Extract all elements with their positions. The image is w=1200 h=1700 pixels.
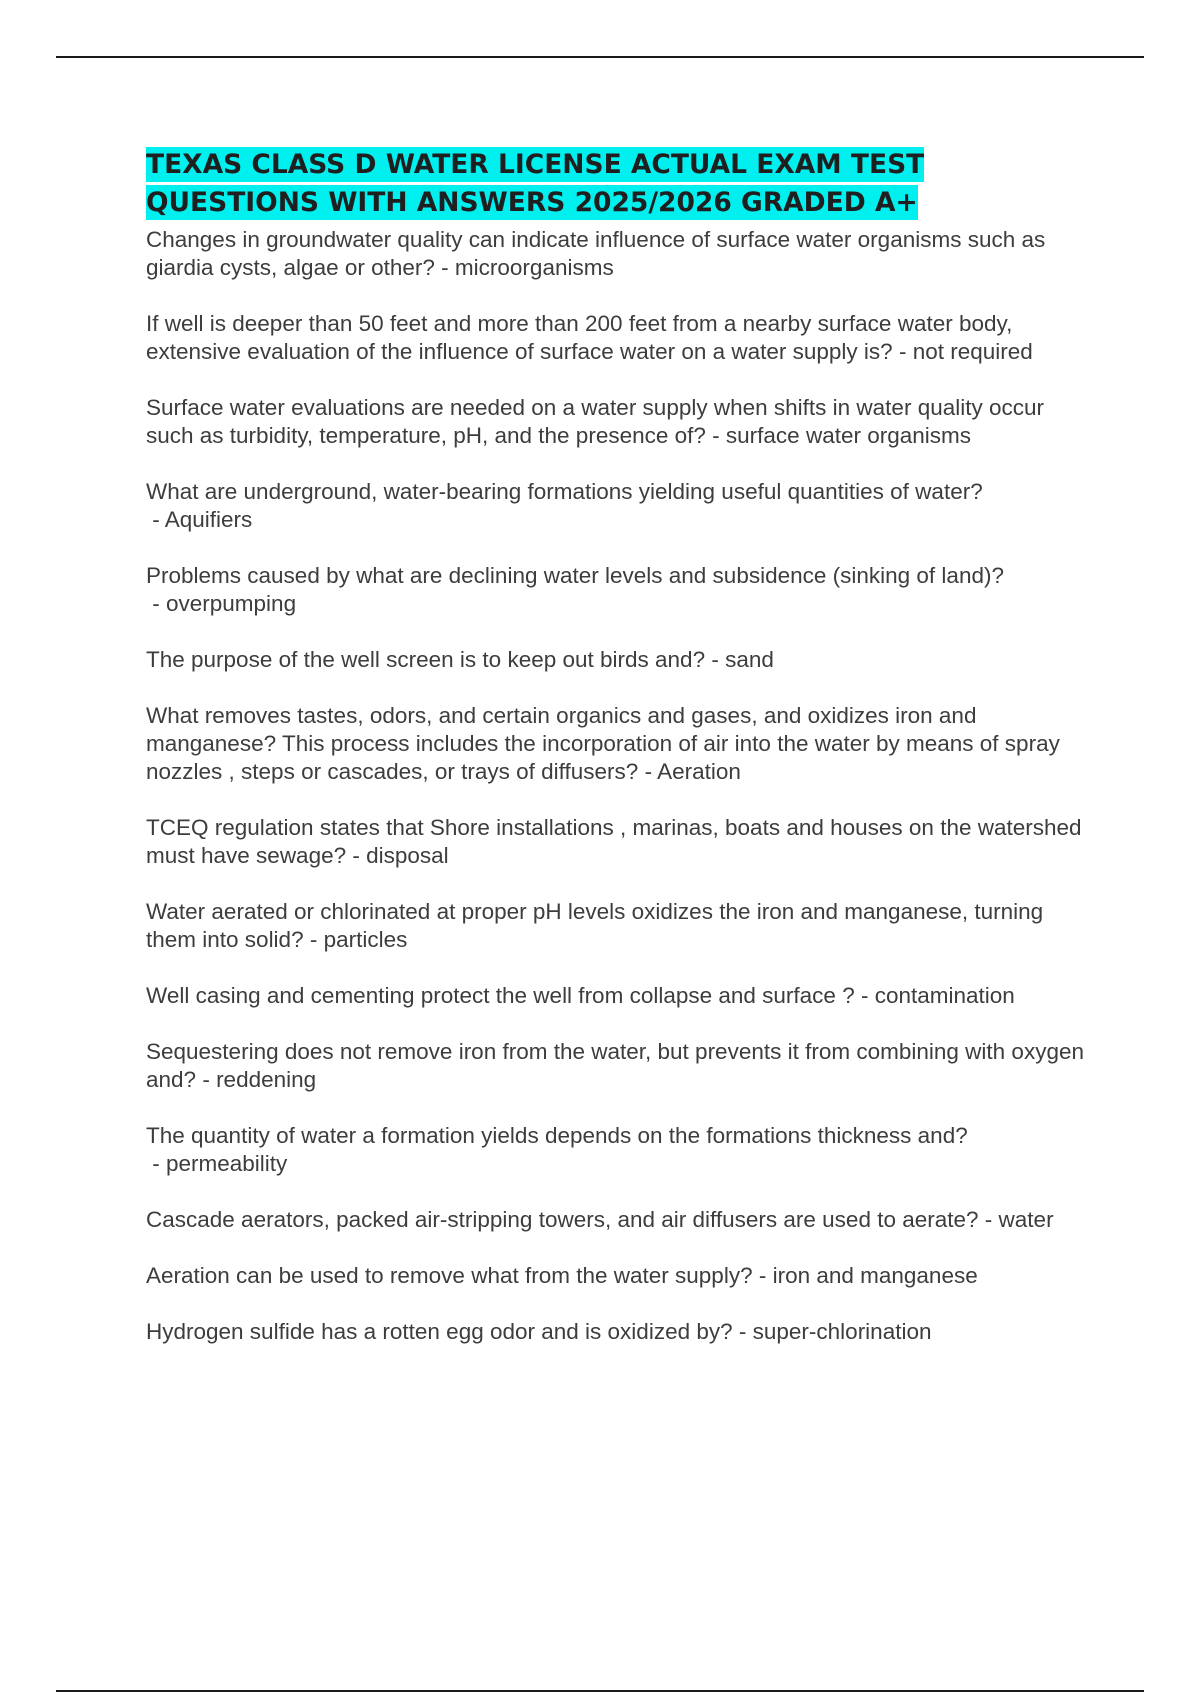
qa-item — [146, 562, 1086, 618]
title-highlight: TEXAS CLASS D WATER LICENSE ACTUAL EXAM TEST QUESTIONS WITH ANSWERS 2025/2026 GRADED A+ — [146, 149, 925, 218]
qa-separator: - — [732, 1319, 753, 1344]
qa-answer: sand — [725, 647, 774, 672]
qa-question: The quantity of water a formation yields depends on the formations thickness and? — [146, 1123, 968, 1148]
qa-separator: - — [303, 927, 324, 952]
qa-question: Changes in groundwater quality can indicate influence of surface water organisms such as giardia cysts, algae or other? — [146, 227, 1046, 280]
qa-separator: - — [196, 1067, 217, 1092]
qa-item — [146, 394, 1086, 450]
qa-question: The purpose of the well screen is to keep out birds and? — [146, 647, 706, 672]
document-body — [146, 146, 1086, 1374]
qa-item — [146, 478, 1086, 534]
qa-separator: - — [752, 1263, 773, 1288]
qa-separator: - — [854, 983, 875, 1008]
qa-separator: - — [434, 255, 455, 280]
qa-answer: particles — [323, 927, 408, 952]
qa-answer: iron and manganese — [772, 1263, 978, 1288]
qa-question: What removes tastes, odors, and certain organics and gases, and oxidizes iron and manganese? This process includes the incorporation of air into the water by means of spray nozzles , steps or cascades, or trays of diffusers? — [146, 703, 1060, 784]
qa-question: Sequestering does not remove iron from the water, but prevents it from combining with oxygen and? — [146, 1039, 1084, 1092]
qa-question: Cascade aerators, packed air-stripping towers, and air diffusers are used to aerate? — [146, 1207, 979, 1232]
qa-answer: overpumping — [166, 591, 297, 616]
qa-answer: Aquifiers — [164, 507, 253, 532]
qa-answer: Aeration — [657, 759, 741, 784]
qa-separator: - — [346, 843, 367, 868]
qa-answer: disposal — [366, 843, 449, 868]
footer-rule — [56, 1690, 1144, 1692]
qa-question: Surface water evaluations are needed on a water supply when shifts in water quality occur such as turbidity, temperature, pH, and the presence of? — [146, 395, 1045, 448]
qa-item — [146, 1206, 1086, 1234]
qa-question: Problems caused by what are declining water levels and subsidence (sinking of land)? — [146, 563, 1004, 588]
qa-answer: contamination — [874, 983, 1015, 1008]
document-title — [146, 146, 1086, 222]
qa-list — [146, 226, 1086, 1346]
qa-separator: - — [638, 759, 658, 784]
qa-question: Water aerated or chlorinated at proper pH levels oxidizes the iron and manganese, turning them into solid? — [146, 899, 1044, 952]
qa-question: Well casing and cementing protect the well from collapse and surface ? — [146, 983, 855, 1008]
qa-separator: - — [705, 647, 726, 672]
qa-separator: - — [892, 339, 913, 364]
qa-item — [146, 1318, 1086, 1346]
qa-answer: reddening — [216, 1067, 317, 1092]
qa-item — [146, 310, 1086, 366]
qa-question: If well is deeper than 50 feet and more than 200 feet from a nearby surface water body, extensive evaluation of the influence of surface water on a water supply is? — [146, 311, 1013, 364]
qa-item — [146, 898, 1086, 954]
qa-answer: super-chlorination — [752, 1319, 932, 1344]
qa-separator: - — [146, 507, 165, 532]
qa-answer: microorganisms — [454, 255, 614, 280]
qa-separator: - — [146, 1151, 166, 1176]
qa-item — [146, 982, 1086, 1010]
header-rule — [56, 56, 1144, 58]
qa-question: TCEQ regulation states that Shore installations , marinas, boats and houses on the watershed must have sewage? — [146, 815, 1082, 868]
qa-separator: - — [705, 423, 726, 448]
qa-item — [146, 1038, 1086, 1094]
qa-answer: not required — [912, 339, 1033, 364]
qa-item — [146, 702, 1086, 786]
qa-separator: - — [978, 1207, 999, 1232]
qa-item — [146, 646, 1086, 674]
qa-question: What are underground, water-bearing formations yielding useful quantities of water? — [146, 479, 983, 504]
qa-item — [146, 1262, 1086, 1290]
qa-question: Hydrogen sulfide has a rotten egg odor and is oxidized by? — [146, 1319, 733, 1344]
qa-answer: water — [998, 1207, 1054, 1232]
qa-question: Aeration can be used to remove what from the water supply? — [146, 1263, 753, 1288]
qa-answer: surface water organisms — [725, 423, 972, 448]
qa-item — [146, 226, 1086, 282]
qa-separator: - — [146, 591, 166, 616]
qa-item — [146, 1122, 1086, 1178]
qa-item — [146, 814, 1086, 870]
qa-answer: permeability — [166, 1151, 288, 1176]
